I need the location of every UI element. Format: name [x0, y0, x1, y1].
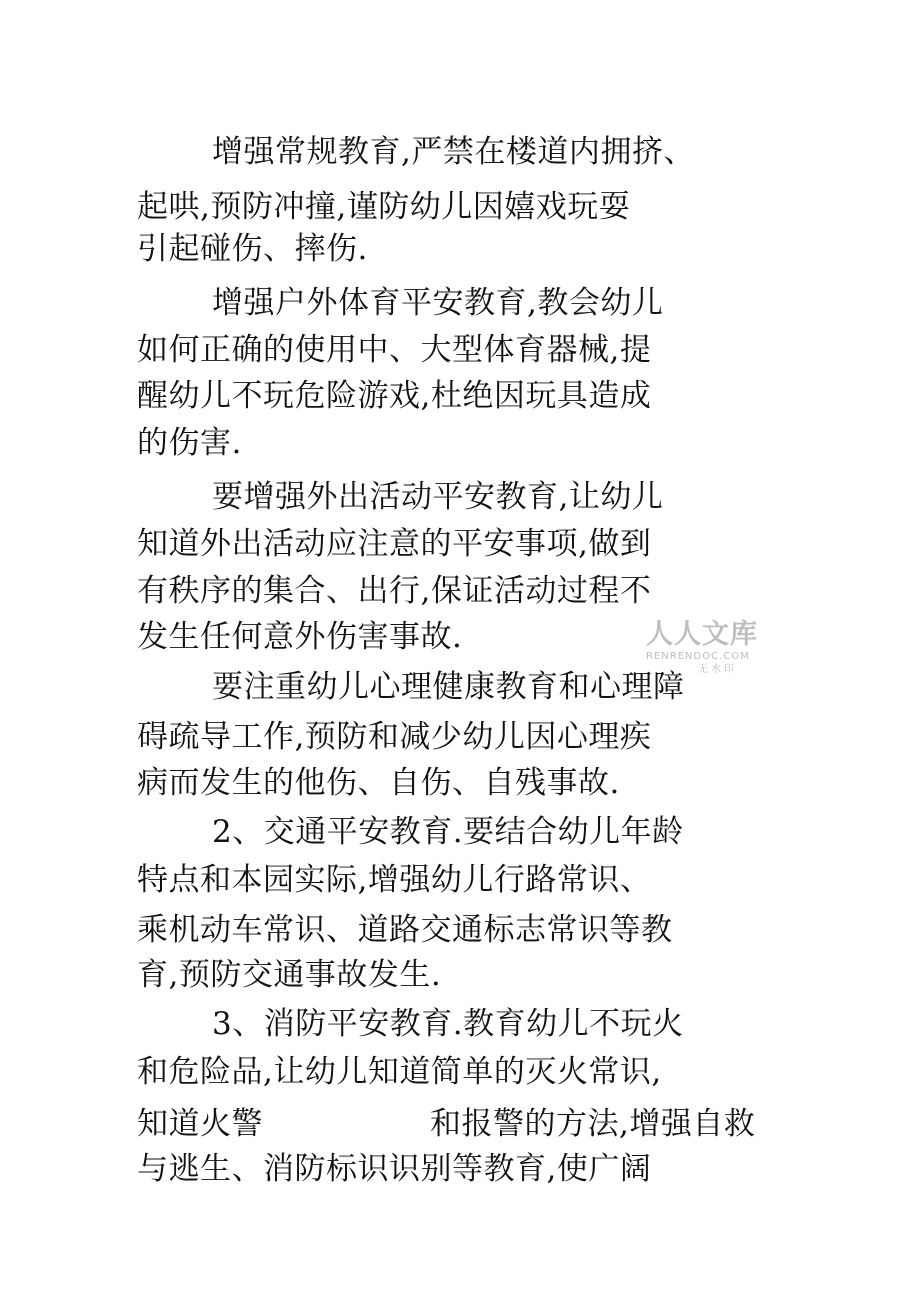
text-line: 特点和本园实际,增强幼儿行路常识、: [137, 862, 652, 898]
watermark-url: RENRENDOC.COM: [646, 651, 750, 662]
text-line: 醒幼儿不玩危险游戏,杜绝因玩具造成: [137, 378, 652, 414]
text-line: 的伤害.: [137, 425, 242, 461]
watermark-title: 人人文库: [646, 619, 758, 650]
text-line: 乘机动车常识、道路交通标志常识等教: [137, 912, 673, 948]
watermark-tag: 无水印: [698, 664, 737, 675]
text-line: 知道火警: [137, 1106, 263, 1142]
text-line: 要注重幼儿心理健康教育和心理障: [212, 669, 685, 705]
text-line: 增强常规教育,严禁在楼道内拥挤、: [212, 134, 695, 170]
text-line: 病而发生的他伤、自伤、自残事故.: [137, 765, 620, 801]
text-line: 起哄,预防冲撞,谨防幼儿因嬉戏玩耍: [137, 189, 631, 225]
text-line: 2、交通平安教育.要结合幼儿年龄: [212, 814, 684, 850]
text-line: 3、消防平安教育.教育幼儿不玩火: [212, 1006, 684, 1042]
text-line: 增强户外体育平安教育,教会幼儿: [212, 285, 664, 321]
watermark-logo: [646, 620, 776, 684]
text-line: 要增强外出活动平安教育,让幼儿: [212, 479, 664, 515]
text-line: 发生任何意外伤害事故.: [137, 619, 463, 655]
text-line: 引起碰伤、摔伤.: [137, 231, 368, 267]
text-line: 和危险品,让幼儿知道简单的灭火常识,: [137, 1054, 662, 1090]
text-line: 育,预防交通事故发生.: [137, 957, 442, 993]
text-line: 和报警的方法,增强自救: [430, 1106, 756, 1142]
text-line: 如何正确的使用中、大型体育器械,提: [137, 332, 652, 368]
text-line: 碍疏导工作,预防和减少幼儿因心理疾: [137, 719, 652, 755]
text-line: 知道外出活动应注意的平安事项,做到: [137, 526, 652, 562]
text-line: 与逃生、消防标识识别等教育,使广阔: [137, 1151, 652, 1187]
text-line: 有秩序的集合、出行,保证活动过程不: [137, 573, 652, 609]
